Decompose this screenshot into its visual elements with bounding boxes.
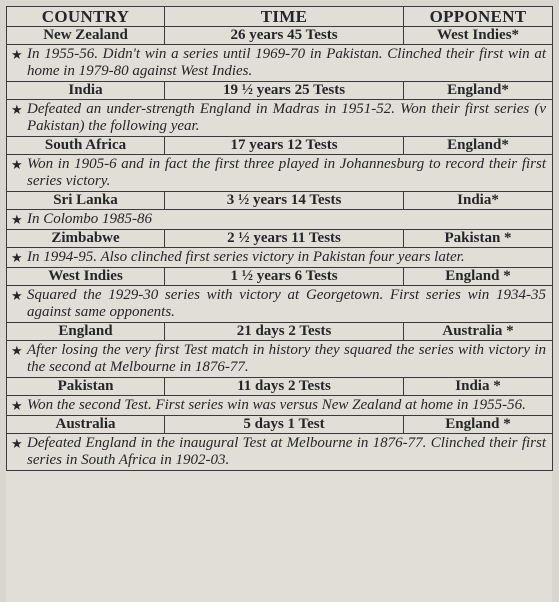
note-row xyxy=(7,434,553,471)
header-time: TIME xyxy=(165,7,404,27)
star-icon: ★ xyxy=(11,102,23,117)
header-row xyxy=(7,7,553,27)
note-text: Won the second Test. First series win was versus New Zealand at home in 1955-56. xyxy=(27,397,526,413)
cell-opponent: England* xyxy=(404,137,553,155)
table-row xyxy=(7,82,553,100)
note-cell xyxy=(7,45,553,82)
note-row xyxy=(7,155,553,192)
header-opponent: OPPONENT xyxy=(404,7,553,27)
table-row xyxy=(7,137,553,155)
cell-time: 26 years 45 Tests xyxy=(165,27,404,45)
table-row xyxy=(7,27,553,45)
cell-time: 17 years 12 Tests xyxy=(165,137,404,155)
table-row xyxy=(7,192,553,210)
cell-opponent: India * xyxy=(404,378,553,396)
cell-opponent: Pakistan * xyxy=(404,230,553,248)
cell-time: 1 ½ years 6 Tests xyxy=(165,268,404,286)
cell-country: West Indies xyxy=(7,268,165,286)
note-text: Won in 1905-6 and in fact the first three played in Johannesburg to record their first series victory. xyxy=(27,156,546,189)
star-icon: ★ xyxy=(11,212,23,227)
note-cell xyxy=(7,100,553,137)
cell-country: Australia xyxy=(7,416,165,434)
note-cell xyxy=(7,434,553,471)
note-text: Defeated England in the inaugural Test at Melbourne in 1876-77. Clinched their first series in South Africa in 1902-03. xyxy=(27,435,546,468)
star-icon: ★ xyxy=(11,288,23,303)
note-cell xyxy=(7,248,553,268)
star-icon: ★ xyxy=(11,250,23,265)
cell-country: England xyxy=(7,323,165,341)
note-text: Squared the 1929-30 series with victory at Georgetown. First series win 1934-35 against same opponents. xyxy=(27,287,546,320)
cell-country: India xyxy=(7,82,165,100)
star-icon: ★ xyxy=(11,343,23,358)
note-cell xyxy=(7,396,553,416)
cell-country: Sri Lanka xyxy=(7,192,165,210)
cell-country: Zimbabwe xyxy=(7,230,165,248)
note-text: In 1994-95. Also clinched first series victory in Pakistan four years later. xyxy=(27,249,465,265)
note-cell xyxy=(7,155,553,192)
note-text: After losing the very first Test match in history they squared the series with victory in the second at Melbourne in 1876-77. xyxy=(27,342,546,375)
cell-time: 2 ½ years 11 Tests xyxy=(165,230,404,248)
note-cell xyxy=(7,210,553,230)
header-country: COUNTRY xyxy=(7,7,165,27)
note-cell xyxy=(7,341,553,378)
table-row xyxy=(7,268,553,286)
cell-time: 5 days 1 Test xyxy=(165,416,404,434)
cell-opponent: India* xyxy=(404,192,553,210)
note-row xyxy=(7,396,553,416)
cell-opponent: West Indies* xyxy=(404,27,553,45)
note-row xyxy=(7,100,553,137)
note-row xyxy=(7,45,553,82)
cell-opponent: England * xyxy=(404,416,553,434)
cell-time: 21 days 2 Tests xyxy=(165,323,404,341)
table-row xyxy=(7,323,553,341)
cell-opponent: Australia * xyxy=(404,323,553,341)
cell-opponent: England * xyxy=(404,268,553,286)
note-cell xyxy=(7,286,553,323)
clipping xyxy=(6,6,552,602)
cell-time: 19 ½ years 25 Tests xyxy=(165,82,404,100)
table-row xyxy=(7,378,553,396)
cell-time: 3 ½ years 14 Tests xyxy=(165,192,404,210)
star-icon: ★ xyxy=(11,157,23,172)
cell-opponent: England* xyxy=(404,82,553,100)
note-row xyxy=(7,248,553,268)
cell-country: New Zealand xyxy=(7,27,165,45)
note-row xyxy=(7,286,553,323)
star-icon: ★ xyxy=(11,47,23,62)
cell-time: 11 days 2 Tests xyxy=(165,378,404,396)
note-row xyxy=(7,210,553,230)
cell-country: Pakistan xyxy=(7,378,165,396)
table-row xyxy=(7,230,553,248)
star-icon: ★ xyxy=(11,398,23,413)
note-row xyxy=(7,341,553,378)
table-row xyxy=(7,416,553,434)
note-text: Defeated an under-strength England in Madras in 1951-52. Won their first series (v Pakistan) the following year. xyxy=(27,101,546,134)
star-icon: ★ xyxy=(11,436,23,451)
cell-country: South Africa xyxy=(7,137,165,155)
note-text: In 1955-56. Didn't win a series until 1969-70 in Pakistan. Clinched their first win at home in 1979-80 against West Indies. xyxy=(27,46,546,79)
first-win-table xyxy=(6,6,553,471)
note-text: In Colombo 1985-86 xyxy=(27,211,152,227)
